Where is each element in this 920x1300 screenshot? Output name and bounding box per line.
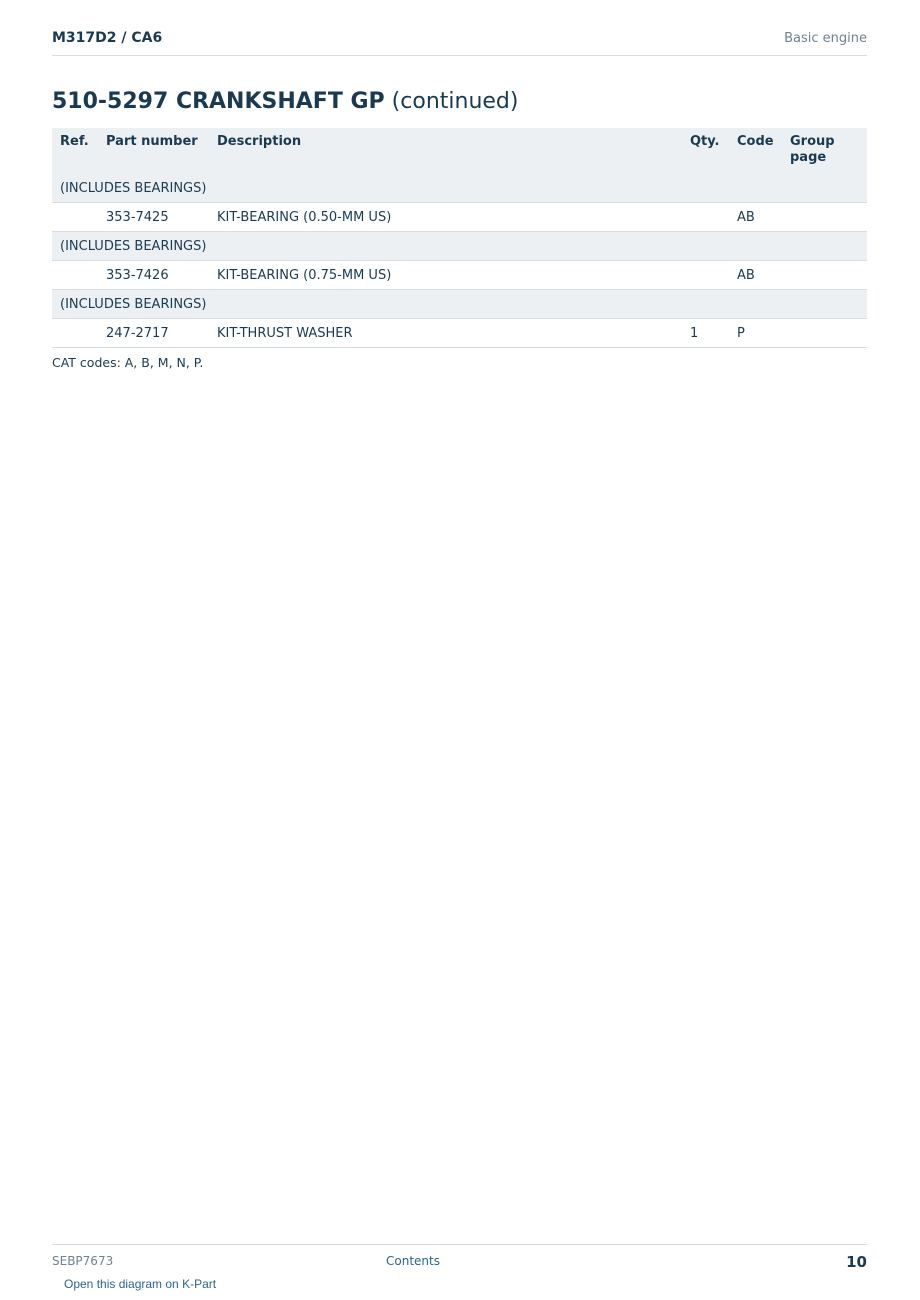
note-row (52, 174, 867, 203)
part-qty: 1 (690, 326, 699, 341)
part-description: KIT-THRUST WASHER (217, 326, 353, 341)
group-title: 510-5297 CRANKSHAFT GP (52, 89, 385, 114)
col-qty: Qty. (690, 134, 720, 149)
col-part-number: Part number (106, 134, 198, 149)
page-footer (52, 1244, 867, 1295)
title-suffix: (continued) (384, 89, 519, 114)
col-group-page: Group page (790, 134, 835, 165)
part-number: 353-7425 (106, 210, 169, 225)
table-row (52, 261, 867, 290)
part-code: P (737, 326, 745, 341)
page-number: 10 (846, 1253, 867, 1271)
parts-table (52, 128, 867, 348)
model-label: M317D2 / CA6 (52, 30, 163, 46)
col-description: Description (217, 134, 302, 149)
col-ref: Ref. (60, 134, 89, 149)
page-header (52, 28, 867, 56)
part-code: AB (737, 210, 755, 225)
cat-codes-note: CAT codes: A, B, M, N, P. (52, 355, 204, 370)
section-label: Basic engine (784, 31, 867, 46)
note-text: (INCLUDES BEARINGS) (60, 239, 207, 254)
part-number: 247-2717 (106, 326, 169, 341)
page-title (52, 89, 518, 114)
part-number: 353-7426 (106, 268, 169, 283)
note-text: (INCLUDES BEARINGS) (60, 297, 207, 312)
part-description: KIT-BEARING (0.75-MM US) (217, 268, 392, 283)
col-code: Code (737, 134, 774, 149)
table-row (52, 319, 867, 348)
note-row (52, 290, 867, 319)
note-text: (INCLUDES BEARINGS) (60, 181, 207, 196)
contents-link[interactable]: Contents (386, 1254, 440, 1268)
table-header (52, 128, 867, 174)
part-description: KIT-BEARING (0.50-MM US) (217, 210, 392, 225)
note-row (52, 232, 867, 261)
open-kpart-link[interactable]: Open this diagram on K-Part (64, 1277, 217, 1291)
part-code: AB (737, 268, 755, 283)
table-row (52, 203, 867, 232)
document-number: SEBP7673 (52, 1254, 114, 1268)
